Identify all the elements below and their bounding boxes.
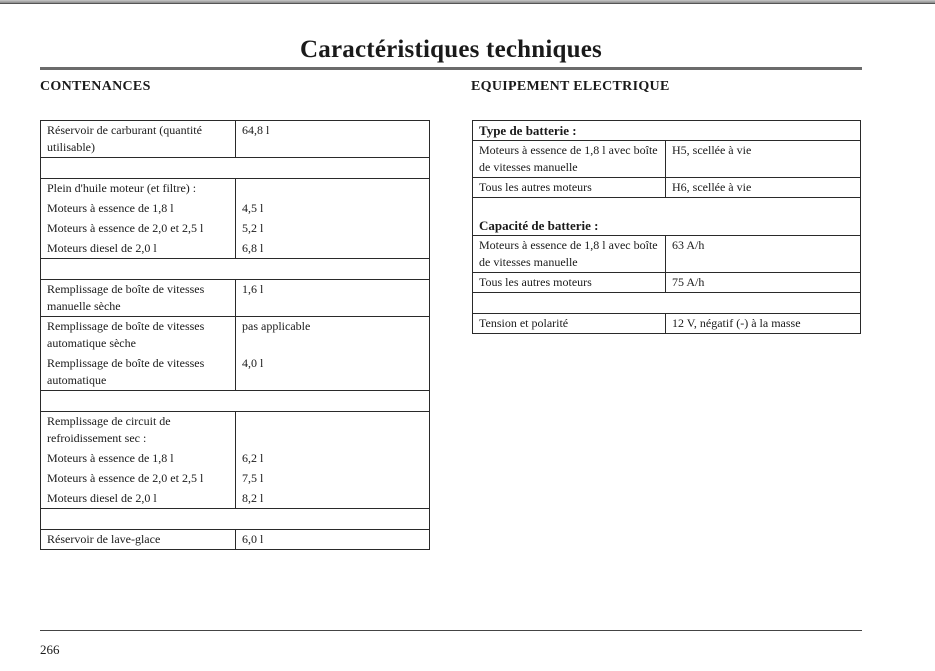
- table-row: [41, 121, 430, 158]
- contenances-table: [40, 120, 430, 550]
- voltage-label: Tension et polarité: [473, 314, 666, 334]
- battery-capacity-value: 75 A/h: [666, 273, 861, 293]
- fuel-tank-label: Réservoir de carburant (quantité utilisable): [41, 121, 236, 158]
- battery-capacity-header: Capacité de batterie :: [479, 218, 599, 233]
- spacer-row: [41, 158, 430, 179]
- battery-type-value: H5, scellée à vie: [666, 141, 861, 178]
- battery-capacity-label: Tous les autres moteurs: [473, 273, 666, 293]
- table-row: [473, 273, 861, 293]
- table-row: [473, 178, 861, 198]
- page-number: 266: [40, 642, 60, 657]
- washer-value: 6,0 l: [236, 530, 430, 550]
- equipement-electrique-table: [472, 120, 861, 334]
- section-title-equipement-electrique: EQUIPEMENT ELECTRIQUE: [471, 79, 670, 94]
- battery-capacity-label: Moteurs à essence de 1,8 l avec boîte de vitesses manuelle: [473, 236, 666, 273]
- oil-row-value: 6,8 l: [242, 241, 264, 255]
- table-row: [41, 530, 430, 550]
- spacer-row: [473, 293, 861, 314]
- table-row: [473, 198, 861, 236]
- auto-gearbox-cell-values: [236, 317, 430, 391]
- fuel-tank-value: 64,8 l: [236, 121, 430, 158]
- battery-capacity-header-cell: [473, 198, 861, 236]
- page-title: Caractéristiques techniques: [300, 36, 602, 63]
- cooling-cell-values: [236, 412, 430, 509]
- battery-type-header: Type de batterie :: [473, 121, 861, 141]
- washer-label: Réservoir de lave-glace: [41, 530, 236, 550]
- spacer-row: [41, 259, 430, 280]
- manual-gearbox-label: Remplissage de boîte de vitesses manuelle sèche: [41, 280, 236, 317]
- top-rule: [0, 0, 935, 4]
- bottom-rule: [40, 630, 862, 631]
- oil-row-value: 4,5 l: [242, 201, 264, 215]
- table-row: [41, 317, 430, 391]
- section-title-contenances: CONTENANCES: [40, 79, 151, 94]
- voltage-value: 12 V, négatif (-) à la masse: [666, 314, 861, 334]
- oil-row-label: Moteurs à essence de 1,8 l: [47, 201, 174, 215]
- table-row: [473, 141, 861, 178]
- table-row: [473, 121, 861, 141]
- battery-type-value: H6, scellée à vie: [666, 178, 861, 198]
- table-row: [473, 236, 861, 273]
- oil-header: Plein d'huile moteur (et filtre) :: [47, 181, 197, 195]
- auto-gearbox-label: Remplissage de boîte de vitesses automatique: [47, 356, 205, 387]
- table-row: [41, 179, 430, 259]
- manual-gearbox-value: 1,6 l: [236, 280, 430, 317]
- auto-gearbox-value: 4,0 l: [242, 356, 264, 370]
- oil-row-label: Moteurs diesel de 2,0 l: [47, 241, 157, 255]
- title-rule: [40, 67, 862, 70]
- battery-capacity-value: 63 A/h: [666, 236, 861, 273]
- table-row: [41, 280, 430, 317]
- cooling-cell-labels: [41, 412, 236, 509]
- cooling-row-value: 7,5 l: [242, 471, 264, 485]
- cooling-row-value: 6,2 l: [242, 451, 264, 465]
- battery-type-label: Moteurs à essence de 1,8 l avec boîte de vitesses manuelle: [473, 141, 666, 178]
- cooling-header: Remplissage de circuit de refroidissement sec :: [47, 414, 171, 445]
- auto-gearbox-cell-labels: [41, 317, 236, 391]
- cooling-row-label: Moteurs à essence de 2,0 et 2,5 l: [47, 471, 204, 485]
- auto-gearbox-dry-value: pas applicable: [242, 319, 311, 333]
- oil-cell-values: [236, 179, 430, 259]
- cooling-row-label: Moteurs à essence de 1,8 l: [47, 451, 174, 465]
- spacer-row: [41, 391, 430, 412]
- table-row: [41, 412, 430, 509]
- oil-row-label: Moteurs à essence de 2,0 et 2,5 l: [47, 221, 204, 235]
- oil-cell-labels: [41, 179, 236, 259]
- oil-row-value: 5,2 l: [242, 221, 264, 235]
- table-row: [473, 314, 861, 334]
- cooling-row-label: Moteurs diesel de 2,0 l: [47, 491, 157, 505]
- battery-type-label: Tous les autres moteurs: [473, 178, 666, 198]
- auto-gearbox-dry-label: Remplissage de boîte de vitesses automatique sèche: [47, 319, 205, 350]
- spacer-row: [41, 509, 430, 530]
- cooling-row-value: 8,2 l: [242, 491, 264, 505]
